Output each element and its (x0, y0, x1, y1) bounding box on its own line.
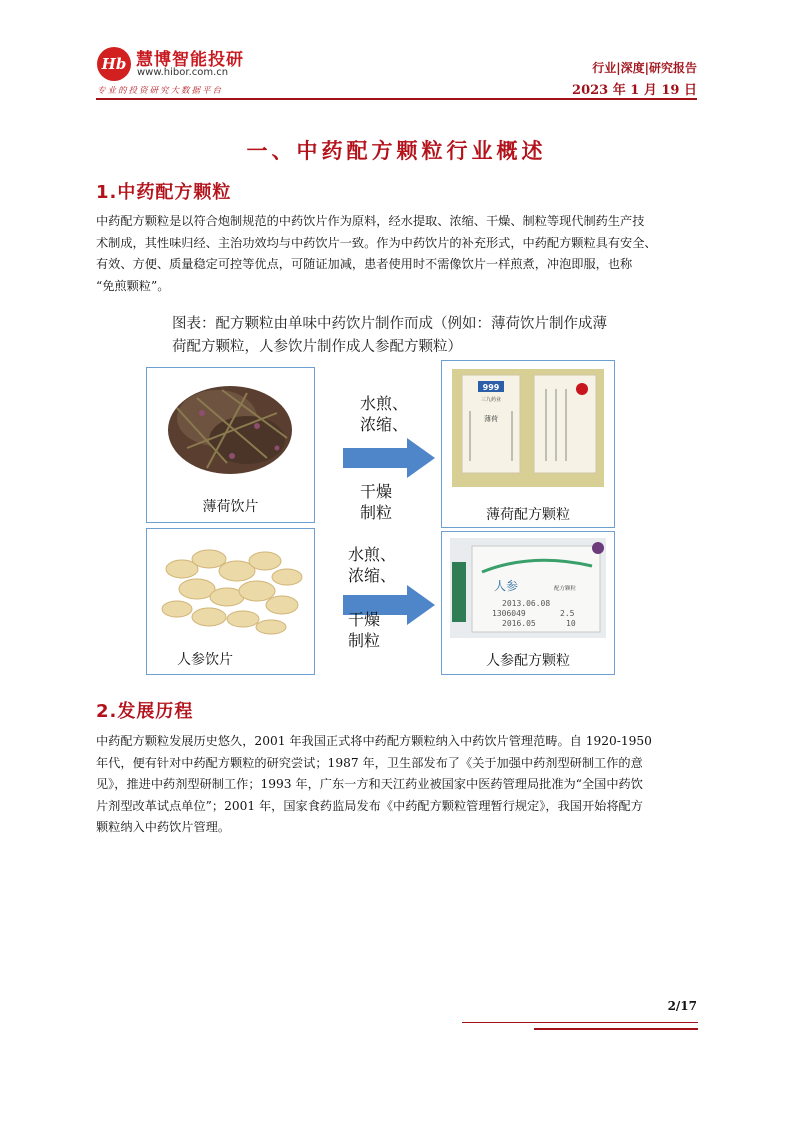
arrow-right-icon (343, 438, 435, 478)
logo-slogan: 专业的投资研究大数据平台 (97, 86, 224, 96)
packet-brand: 999 (482, 383, 500, 392)
subsection-heading-1: 1.中药配方颗粒 (96, 182, 232, 203)
step-line: 水煎、 (348, 545, 397, 564)
figure-title (172, 313, 642, 359)
process-steps-top-a (360, 393, 408, 435)
paragraph-line: 中药配方颗粒是以符合炮制规范的中药饮片作为原料，经水提取、浓缩、干燥、制粒等现代制药生产技 (96, 214, 645, 228)
step-line: 干燥 (360, 482, 393, 501)
paragraph-line: 见》，推进中药剂型研制工作；1993 年，广东一方和天江药业被国家中医药管理局批准为“全国中药饮 (96, 777, 643, 791)
header-divider (96, 98, 697, 100)
packet-type: 配方颗粒 (554, 586, 577, 592)
section-title: 一、中药配方颗粒行业概述 (246, 139, 547, 163)
paragraph-line: 年代，便有针对中药配方颗粒的研究尝试；1987 年，卫生部发布了《关于加强中药剂型研制工作的意 (96, 755, 643, 770)
mint-slices-image (147, 368, 314, 486)
report-type: 行业|深度|研究报告 (592, 61, 697, 75)
paragraph-1 (96, 211, 698, 297)
step-line: 制粒 (348, 631, 381, 650)
paragraph-line: 片剂型改革试点单位”；2001 年，国家食药监局发布《中药配方颗粒管理暂行规定》，我国开始将配方 (96, 798, 643, 813)
ginseng-granules-box (441, 531, 615, 675)
ginseng-granules-label: 人参配方颗粒 (486, 653, 570, 669)
process-steps-bottom-b (348, 609, 380, 651)
mint-granules-label: 薄荷配方颗粒 (486, 507, 570, 523)
paragraph-2 (96, 731, 698, 839)
footer-divider (462, 1022, 698, 1023)
step-line: 水煎、 (360, 394, 409, 413)
step-line: 浓缩、 (348, 566, 397, 585)
footer-divider (534, 1028, 698, 1030)
hibor-logo-icon: Hb (97, 47, 131, 81)
process-steps-bottom-a (348, 544, 396, 586)
ginseng-slices-box (146, 528, 315, 675)
figure-title-line: 荷配方颗粒，人参饮片制作成人参配方颗粒） (172, 339, 462, 355)
mint-granules-box (441, 360, 615, 528)
packet-date1: 2013.06.08 (502, 599, 551, 608)
process-steps-top-b (360, 481, 392, 523)
packet-name-ginseng: 人参 (494, 579, 519, 593)
paragraph-line: 颗粒纳入中药饮片管理。 (96, 820, 231, 834)
step-line: 浓缩、 (360, 415, 409, 434)
mint-slices-label: 薄荷饮片 (202, 499, 259, 515)
step-line: 制粒 (360, 503, 393, 522)
paragraph-line: “免煎颗粒”。 (96, 278, 170, 293)
packet-name-mint: 薄荷 (484, 415, 498, 423)
paragraph-line: 中药配方颗粒发展历史悠久，2001 年我国正式将中药配方颗粒纳入中药饮片管理范畴。自 1920-1950 (96, 734, 652, 748)
mint-slices-box (146, 367, 315, 523)
packet-brand-sub: 三九药业 (480, 397, 502, 403)
logo-name: 慧博智能投研 (136, 50, 244, 70)
packet-batch: 1306049 (492, 609, 526, 618)
step-line: 干燥 (348, 610, 381, 629)
figure-title-line: 图表：配方颗粒由单味中药饮片制作而成（例如：薄荷饮片制作成薄 (172, 316, 607, 332)
report-date: 2023 年 1 月 19 日 (572, 83, 697, 98)
ginseng-granule-packet-image (442, 532, 614, 642)
paragraph-line: 术制成，其性味归经、主治功效均与中药饮片一致。作为中药饮片的补充形式，中药配方颗粒具有安全、 (96, 235, 657, 250)
logo-url: www.hibor.com.cn (137, 67, 229, 78)
paragraph-line: 有效、方便、质量稳定可控等优点，可随证加减，患者使用时不需像饮片一样煎煮，冲泡即服，也称 (96, 257, 633, 271)
packet-date2: 2016.05 (502, 619, 536, 628)
ginseng-slices-image (147, 529, 314, 639)
page-number: 2/17 (667, 999, 697, 1013)
subsection-heading-2: 2.发展历程 (96, 701, 194, 722)
packet-qty2: 10 (566, 619, 576, 628)
packet-qty: 2.5 (560, 609, 575, 618)
mint-granule-packets-image (442, 361, 614, 491)
ginseng-slices-label: 人参饮片 (177, 652, 233, 668)
